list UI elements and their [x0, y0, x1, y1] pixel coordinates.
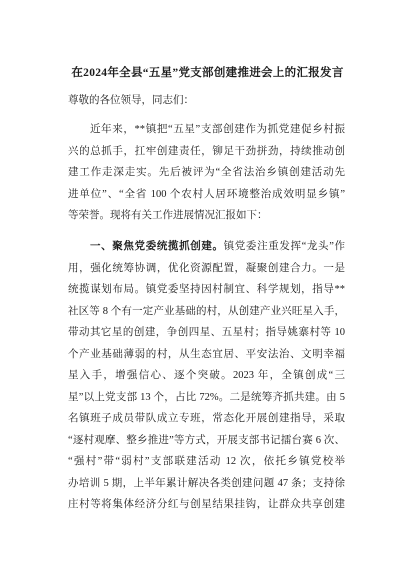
- section-1-line: 星入手，增强信心、逐个突破。2023 年，全镇创成“三: [68, 370, 345, 381]
- section-1-line: “逐村观摩、整乡推进”等方式，开展支部书记擂台赛 6 次、: [68, 434, 345, 446]
- section-1-line: 名镇班子成员带队成立专班，常态化开展创建指导，采取: [68, 413, 345, 424]
- document-title: 在2024年全县“五星”党支部创建推进会上的汇报发言: [71, 67, 344, 79]
- section-1-line: 个产业基础薄弱的村，从生态宜居、平安法治、文明幸福: [68, 348, 345, 360]
- intro-paragraph: [68, 119, 345, 227]
- section-1-first-line: [68, 236, 345, 258]
- section-1-line: 社区等 8 个有一定产业基础的村，从创建产业兴旺星入手，: [68, 305, 345, 317]
- section-1-line: 办培训 5 期，上半年累计解决各类创建问题 47 条；支持徐: [68, 477, 345, 489]
- section-1-line-text: 镇党委注重发挥“龙头”作: [223, 241, 345, 252]
- intro-line: 等荣誉。现将有关工作进展情况汇报如下：: [68, 210, 268, 221]
- section-1-line: 统揽谋划布局。镇党委坚持因村制宜、科学规划，指导**: [68, 284, 345, 295]
- section-1-line: “强村”带“弱村”支部联建活动 12 次，依托乡镇党校举: [68, 456, 345, 467]
- intro-line: 兴的总抓手，扛牢创建责任，铆足干劲拼劲，持续推动创: [68, 145, 345, 157]
- section-1-paragraph: [68, 236, 345, 516]
- section-1-line: 庄村等将集体经济分红与创星结果挂钩，让群众共享创建: [68, 499, 345, 510]
- section-1-line: 星”以上党支部 13 个，占比 72%。二是统筹齐抓共建。由 5: [68, 391, 345, 403]
- intro-line: 近年来，**镇把“五星”支部创建作为抓党建促乡村振: [90, 124, 345, 135]
- salutation: 尊敬的各位领导，同志们：: [68, 95, 194, 106]
- section-1-line: 带动其它星的创建，争创四星、五星村；指导姚寨村等 10: [68, 327, 345, 338]
- section-1-line: 用，强化统筹协调，优化资源配置，凝聚创建合力。一是: [68, 262, 345, 274]
- section-1-heading: 一、聚焦党委统揽抓创建。: [90, 241, 224, 252]
- intro-line: 进单位”、“全省 100 个农村人居环境整治成效明显乡镇”: [68, 188, 345, 200]
- intro-line: 建工作走深走实。先后被评为“全省法治乡镇创建活动先: [68, 167, 345, 178]
